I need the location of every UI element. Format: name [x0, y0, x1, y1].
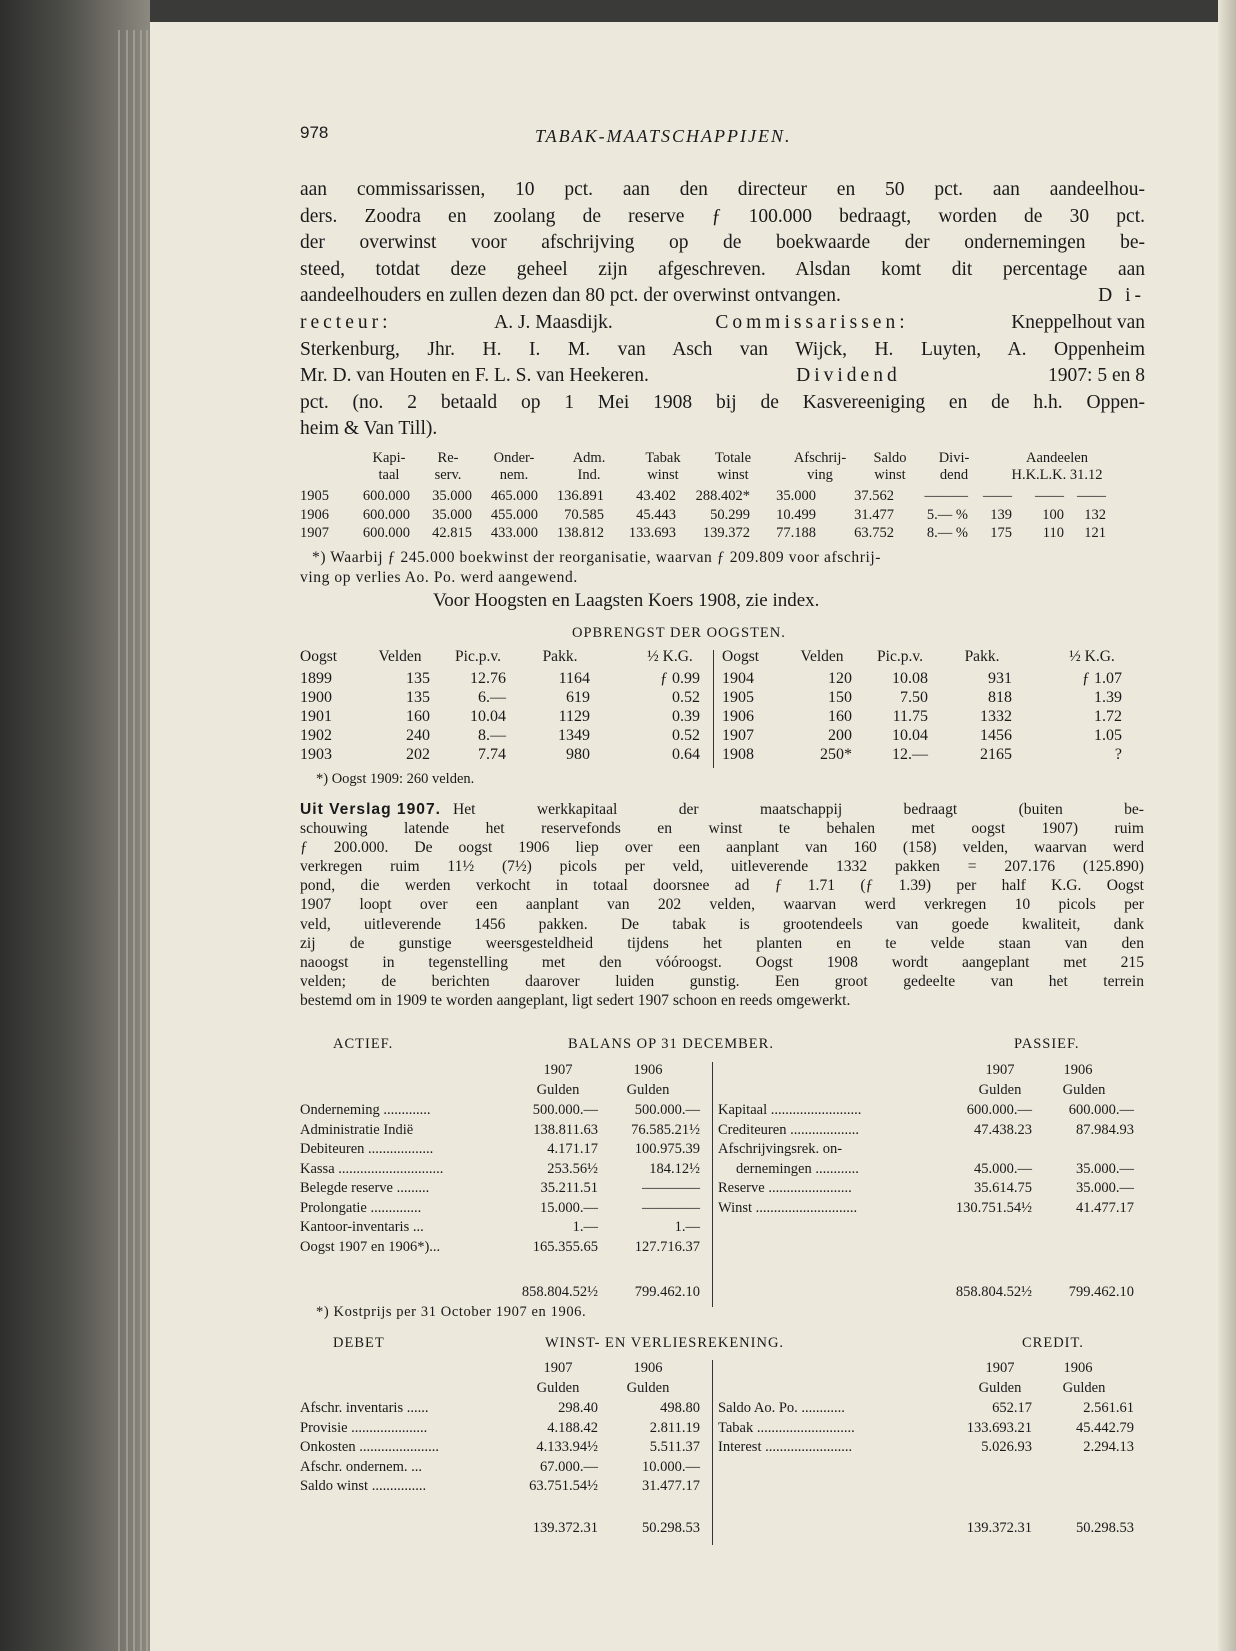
opbrengst-title: OPBRENGST DER OOGSTEN.: [572, 625, 786, 641]
capital-table-cell: 35.000: [432, 488, 472, 504]
balans-actief-label: Prolongatie ..............: [300, 1199, 422, 1216]
winst-debet-label: Saldo winst ...............: [300, 1478, 427, 1494]
capital-table-header: H.K.L.K. 31.12: [1011, 467, 1103, 483]
opbrengst-cell: 818: [988, 689, 1012, 706]
balans-passief-1906: 41.477.17: [1076, 1199, 1134, 1216]
opbrengst-cell: 0.39: [672, 708, 700, 725]
balans-actief-1906: 76.585.21½: [631, 1121, 700, 1138]
opbrengst-header: Velden: [800, 648, 844, 665]
opbrengst-header: Oogst: [300, 648, 338, 665]
intro-line: der overwinst voor afschrijving op de boekwaarde der ondernemingen be-: [300, 232, 1145, 254]
winst-debet-label: Afschr. inventaris ......: [300, 1400, 429, 1416]
opbrengst-cell: ?: [1114, 746, 1122, 763]
winst-debet-title: DEBET: [333, 1335, 385, 1351]
balans-unit-header: Gulden: [536, 1082, 580, 1098]
verslag-line: ƒ 200.000. De oogst 1906 liep over een aanplant van 160 (158) velden, waarvan werd: [300, 839, 1144, 857]
balans-total-1906: 799.462.10: [1068, 1284, 1134, 1300]
balans-unit-header: Gulden: [978, 1082, 1022, 1098]
capital-table-cell: ——: [983, 488, 1012, 504]
opbrengst-cell: 250*: [820, 746, 852, 763]
capital-table-cell: ———: [924, 488, 968, 504]
capital-table-header: taal: [378, 467, 400, 483]
capital-table-cell: 600.000: [362, 506, 410, 523]
capital-table-header: Saldo: [873, 450, 907, 466]
opbrengst-cell: 1.05: [1094, 727, 1122, 744]
capital-footnote: *) Waarbij ƒ 245.000 boekwinst der reorganisatie, waarvan ƒ 209.809 voor afschrij-: [312, 549, 882, 566]
balans-year-header: 1906: [633, 1062, 663, 1078]
intro-text: Kneppelhout van: [1011, 311, 1145, 333]
opbrengst-footnote: *) Oogst 1909: 260 velden.: [316, 771, 475, 787]
verslag-paragraph: [300, 800, 1144, 1010]
opbrengst-cell: 120: [828, 670, 852, 687]
capital-table-cell: 110: [1042, 525, 1064, 541]
capital-table-cell: 70.585: [564, 506, 604, 523]
opbrengst-cell: 1164: [558, 670, 590, 687]
balans-table: [300, 1062, 1150, 1312]
capital-table-cell: 600.000: [362, 488, 410, 504]
intro-line: [300, 283, 1145, 310]
opbrengst-header: Velden: [378, 648, 422, 665]
capital-table-cell: 133.693: [628, 525, 676, 541]
balans-passief-1906: 35.000.—: [1076, 1160, 1134, 1177]
opbrengst-cell: 1332: [980, 708, 1012, 725]
directeur-name: A. J. Maasdijk.: [494, 311, 613, 333]
opbrengst-cell: 12.76: [470, 670, 506, 687]
balans-actief-1906: ————: [642, 1199, 700, 1216]
winst-unit-header: Gulden: [978, 1380, 1022, 1396]
balans-passief-label: Crediteuren ...................: [718, 1121, 859, 1138]
capital-table-cell: ——: [1035, 488, 1064, 504]
intro-line: pct. (no. 2 betaald op 1 Mei 1908 bij de Kasvereeniging en de h.h. Oppen-: [300, 391, 1145, 413]
capital-table-cell: 63.752: [854, 525, 894, 541]
balans-actief-1907: 138.811.63: [533, 1121, 598, 1138]
winst-credit-1906: 45.442.79: [1076, 1419, 1134, 1436]
verslag-line: verkregen ruim 11½ (7½) picols per veld, uitleverende 1332 pakken = 207.176 (125.890): [300, 858, 1144, 876]
opbrengst-cell: 0.52: [672, 727, 700, 744]
capital-table-cell: 288.402*: [695, 488, 750, 504]
directeur-label: D i-: [1098, 285, 1145, 307]
winst-credit-1907: 5.026.93: [981, 1439, 1032, 1455]
balans-unit-header: Gulden: [1062, 1082, 1106, 1098]
capital-table-cell: 35.000: [432, 506, 472, 523]
intro-paragraph: [300, 177, 1145, 443]
capital-table-header: Divi-: [938, 450, 970, 466]
capital-table-cell: 5.— %: [926, 506, 968, 523]
balans-actief-label: Administratie Indië: [300, 1121, 414, 1138]
capital-table-header: Afschrij-: [793, 450, 847, 466]
balans-actief-1907: 500.000.—: [532, 1102, 598, 1118]
capital-table-cell: 136.891: [556, 488, 604, 504]
capital-table-cell: 35.000: [776, 488, 816, 504]
winst-debet-label: Provisie .....................: [300, 1419, 428, 1436]
koers-note: Voor Hoogsten en Laagsten Koers 1908, zie index.: [433, 590, 820, 611]
winst-year-header: 1906: [633, 1360, 663, 1376]
capital-table-cell: 600.000: [362, 525, 410, 541]
opbrengst-year: 1904: [722, 670, 754, 687]
verslag-line: naoogst in tegenstelling met den vóóroogst. Oogst 1908 wordt aangeplant met 215: [300, 953, 1144, 971]
capital-table-cell: 121: [1084, 525, 1106, 541]
directeur-label-cont: recteur:: [300, 311, 392, 333]
balans-actief-1906: 500.000.—: [634, 1102, 700, 1118]
opbrengst-cell: 931: [988, 670, 1012, 687]
capital-table-header: Tabak: [645, 450, 681, 466]
capital-table-cell: 175: [990, 525, 1012, 541]
opbrengst-table: [300, 648, 1150, 773]
balans-title: BALANS OP 31 DECEMBER.: [568, 1036, 774, 1052]
capital-table-header: winst: [717, 467, 749, 483]
winst-debet-1906: 10.000.—: [642, 1458, 700, 1475]
capital-table-header: winst: [647, 467, 679, 483]
opbrengst-year: 1908: [722, 746, 754, 763]
balans-passief-1906: 87.984.93: [1076, 1121, 1134, 1138]
opbrengst-cell: 135: [406, 689, 430, 706]
opbrengst-cell: 160: [828, 708, 852, 725]
capital-table-cell: ——: [1077, 488, 1106, 504]
balans-actief-1906: 1.—: [674, 1219, 700, 1235]
opbrengst-cell: 1129: [558, 708, 590, 725]
intro-line: [300, 310, 1145, 337]
capital-table-header: Totale: [714, 450, 752, 466]
balans-passief-label: Afschrijvingsrek. on-: [718, 1141, 843, 1157]
opbrengst-cell: 135: [406, 670, 430, 687]
winst-debet-label: Onkosten ......................: [300, 1439, 439, 1455]
balans-passief-label: Winst ............................: [718, 1199, 858, 1216]
capital-table-year: 1905: [300, 488, 329, 504]
winst-credit-label: Saldo Ao. Po. ............: [718, 1400, 845, 1416]
balans-actief-label: Onderneming .............: [300, 1102, 431, 1118]
capital-table-header: nem.: [499, 467, 529, 483]
opbrengst-cell: 7.74: [478, 746, 506, 763]
opbrengst-cell: 2165: [980, 746, 1012, 763]
capital-table-cell: 50.299: [710, 506, 750, 523]
intro-text: 1907: 5 en 8: [1048, 365, 1145, 387]
winst-title: WINST- EN VERLIESREKENING.: [545, 1335, 785, 1351]
capital-table-cell: 433.000: [490, 525, 538, 541]
verslag-line: bestemd om in 1909 te worden aangeplant, ligt sedert 1907 schoon en reeds omgewerkt.: [300, 991, 851, 1009]
opbrengst-year: 1899: [300, 670, 332, 687]
balans-actief-title: ACTIEF.: [333, 1036, 394, 1052]
balans-actief-1907: 165.355.65: [532, 1238, 598, 1255]
capital-table-cell: 138.812: [556, 525, 604, 541]
verslag-text: Het werkkapitaal der maatschappij bedraagt (buiten be-: [452, 801, 1144, 818]
opbrengst-cell: 1.39: [1094, 689, 1122, 706]
capital-table-header: ving: [807, 467, 833, 483]
balans-year-header: 1906: [1063, 1062, 1093, 1078]
winst-debet-1907: 298.40: [558, 1400, 598, 1416]
capital-table-header: serv.: [434, 467, 462, 483]
balans-actief-1906: 100.975.39: [634, 1141, 700, 1157]
winst-debet-1906: 5.511.37: [649, 1439, 700, 1455]
opbrengst-cell: 1349: [558, 727, 590, 744]
intro-text: aandeelhouders en zullen dezen dan 80 pct. der overwinst ontvangen.: [300, 285, 841, 307]
winst-debet-1907: 67.000.—: [540, 1458, 598, 1475]
opbrengst-year: 1900: [300, 689, 332, 706]
winst-debet-1907: 63.751.54½: [529, 1478, 598, 1494]
verslag-line: schouwing latende het reservefonds en winst te behalen met oogst 1907) ruim: [300, 820, 1144, 838]
opbrengst-cell: 150: [828, 689, 852, 706]
winst-table: [300, 1360, 1150, 1545]
balans-passief-1907: 600.000.—: [966, 1102, 1032, 1118]
capital-table-header: dend: [939, 467, 969, 483]
winst-year-header: 1907: [543, 1360, 573, 1376]
balans-year-header: 1907: [543, 1062, 573, 1078]
balans-passief-1907: 45.000.—: [974, 1160, 1032, 1177]
verslag-line: veld, uitleverende 1456 pakken. De tabak is grootendeels van goede kwaliteit, dank: [300, 915, 1144, 933]
capital-table-header: Adm.: [572, 450, 606, 466]
opbrengst-header: Pakk.: [542, 648, 578, 665]
opbrengst-header: Oogst: [722, 648, 760, 665]
balans-actief-1907: 4.171.17: [547, 1141, 598, 1157]
winst-unit-header: Gulden: [1062, 1380, 1106, 1396]
winst-unit-header: Gulden: [626, 1380, 670, 1396]
balans-year-header: 1907: [985, 1062, 1015, 1078]
winst-credit-1906: 2.294.13: [1083, 1439, 1134, 1455]
opbrengst-cell: 1.72: [1094, 708, 1122, 725]
balans-actief-1906: 184.12½: [649, 1160, 700, 1177]
capital-table-cell: 45.443: [636, 506, 676, 523]
intro-line: [300, 363, 1145, 390]
verslag-line: 1907 loopt over een aanplant van 202 velden, waarvan werd verkregen 10 picols per: [300, 896, 1144, 914]
balans-unit-header: Gulden: [626, 1082, 670, 1098]
winst-total-1906: 50.298.53: [1076, 1520, 1134, 1536]
balans-actief-label: Debiteuren ..................: [300, 1141, 434, 1157]
capital-table-cell: 42.815: [432, 525, 472, 541]
verslag-line: velden; de berichten daarover luiden gunstig. Een groot gedeelte van het terrein: [300, 972, 1144, 990]
verslag-line: zij de gunstige weersgesteldheid tijdens het planten en te velde staan van den: [300, 934, 1144, 952]
opbrengst-cell: 0.64: [672, 746, 700, 763]
balans-passief-label: dernemingen ............: [736, 1160, 859, 1177]
capital-table-cell: 455.000: [490, 506, 538, 523]
opbrengst-cell: 10.04: [892, 727, 928, 744]
verslag-line: [300, 800, 1144, 819]
balans-actief-label: Belegde reserve .........: [300, 1180, 430, 1196]
balans-actief-1907: 35.211.51: [540, 1180, 598, 1196]
opbrengst-cell: 980: [566, 746, 590, 763]
opbrengst-year: 1905: [722, 689, 754, 706]
capital-table-header: Kapi-: [372, 450, 406, 466]
intro-text: Mr. D. van Houten en F. L. S. van Heekeren.: [300, 365, 649, 387]
balans-passief-1907: 130.751.54½: [955, 1199, 1032, 1216]
opbrengst-header: Pakk.: [964, 648, 1000, 665]
winst-total-1906: 50.298.53: [642, 1520, 700, 1536]
page-title: TABAK-MAATSCHAPPIJEN.: [535, 126, 792, 146]
capital-table-cell: 465.000: [490, 488, 538, 504]
opbrengst-header: ½ K.G.: [1069, 648, 1115, 665]
winst-credit-label: Tabak ...........................: [718, 1419, 855, 1436]
capital-table-header: Ind.: [577, 467, 601, 483]
capital-table-cell: 10.499: [776, 506, 816, 523]
capital-table-cell: 132: [1084, 506, 1106, 523]
opbrengst-year: 1907: [722, 727, 754, 744]
book-binding-edge: [0, 0, 150, 1651]
opbrengst-year: 1901: [300, 708, 332, 725]
capital-table-cell: 43.402: [636, 488, 676, 504]
opbrengst-cell: ƒ 0.99: [660, 670, 700, 687]
balans-actief-1906: ————: [642, 1180, 700, 1196]
balans-actief-1907: 1.—: [572, 1219, 598, 1235]
winst-debet-1906: 31.477.17: [642, 1478, 700, 1494]
winst-credit-1907: 133.693.21: [966, 1419, 1032, 1436]
capital-table-year: 1907: [300, 525, 329, 541]
dividend-label: Dividend: [796, 365, 901, 387]
page-number: 978: [300, 123, 329, 142]
balans-footnote: *) Kostprijs per 31 October 1907 en 1906.: [316, 1304, 587, 1320]
opbrengst-cell: 1456: [980, 727, 1012, 744]
opbrengst-year: 1903: [300, 746, 332, 763]
balans-total-1906: 799.462.10: [634, 1284, 700, 1300]
capital-table-year: 1906: [300, 506, 329, 523]
winst-total-1907: 139.372.31: [532, 1520, 598, 1536]
balans-actief-label: Kantoor-inventaris ...: [300, 1219, 424, 1235]
winst-debet-label: Afschr. ondernem. ...: [300, 1458, 423, 1475]
opbrengst-cell: 160: [406, 708, 430, 725]
capital-table-header: Aandeelen: [1026, 450, 1088, 466]
opbrengst-header: Pic.p.v.: [877, 648, 923, 665]
winst-debet-1906: 2.811.19: [649, 1419, 700, 1436]
opbrengst-cell: 202: [406, 746, 430, 763]
balans-actief-label: Oogst 1907 en 1906*)...: [300, 1238, 441, 1255]
opbrengst-cell: 10.04: [470, 708, 506, 725]
balans-actief-1907: 253.56½: [547, 1160, 598, 1177]
balans-total-1907: 858.804.52½: [521, 1284, 598, 1300]
opbrengst-year: 1902: [300, 727, 332, 744]
winst-unit-header: Gulden: [536, 1380, 580, 1396]
opbrengst-cell: 8.—: [478, 727, 506, 744]
capital-table-cell: 31.477: [854, 506, 894, 523]
opbrengst-year: 1906: [722, 708, 754, 725]
opbrengst-cell: 240: [406, 727, 430, 744]
balans-actief-label: Kassa .............................: [300, 1160, 444, 1177]
capital-table-header: Onder-: [493, 450, 535, 466]
capital-table-cell: 77.188: [776, 525, 816, 541]
balans-passief-1906: 35.000.—: [1076, 1180, 1134, 1196]
opbrengst-cell: ƒ 1.07: [1082, 670, 1122, 687]
opbrengst-header: ½ K.G.: [647, 648, 693, 665]
opbrengst-cell: 11.75: [892, 708, 928, 725]
balans-passief-1906: 600.000.—: [1068, 1102, 1134, 1118]
winst-credit-label: Interest ........................: [718, 1439, 853, 1455]
verslag-label: Uit Verslag 1907.: [300, 801, 441, 818]
opbrengst-cell: 0.52: [672, 689, 700, 706]
capital-table-cell: 100: [1042, 506, 1064, 523]
winst-debet-1907: 4.133.94½: [536, 1439, 598, 1455]
winst-year-header: 1906: [1063, 1360, 1093, 1376]
capital-table-cell: 37.562: [854, 488, 894, 504]
opbrengst-cell: 6.—: [478, 689, 506, 706]
opbrengst-cell: 12.—: [892, 746, 928, 763]
capital-table-header: winst: [874, 467, 906, 483]
balans-passief-1907: 35.614.75: [974, 1180, 1032, 1196]
page-right-edge: [1218, 0, 1236, 1651]
balans-passief-label: Kapitaal .........................: [718, 1102, 862, 1118]
opbrengst-cell: 10.08: [892, 670, 928, 687]
balans-passief-1907: 47.438.23: [974, 1121, 1032, 1138]
opbrengst-header: Pic.p.v.: [455, 648, 501, 665]
capital-table-cell: 8.— %: [926, 525, 968, 541]
intro-line: aan commissarissen, 10 pct. aan den directeur en 50 pct. aan aandeelhou-: [300, 179, 1145, 200]
capital-table-cell: 139.372: [702, 525, 750, 541]
balans-actief-1906: 127.716.37: [634, 1238, 700, 1255]
balans-total-1907: 858.804.52½: [955, 1284, 1032, 1300]
capital-footnote-cont: ving op verlies Ao. Po. werd aangewend.: [300, 569, 578, 586]
opbrengst-cell: 619: [566, 689, 590, 706]
winst-credit-1906: 2.561.61: [1083, 1400, 1134, 1416]
intro-line: heim & Van Till).: [300, 418, 438, 440]
verslag-line: pond, die werden verkocht in totaal doorsnee ad ƒ 1.71 (ƒ 1.39) per half K.G. Oogst: [300, 877, 1144, 895]
balans-actief-1907: 15.000.—: [540, 1199, 598, 1216]
intro-line: Sterkenburg, Jhr. H. I. M. van Asch van Wijck, H. Luyten, A. Oppenheim: [300, 338, 1145, 360]
balans-passief-title: PASSIEF.: [1014, 1036, 1080, 1052]
winst-total-1907: 139.372.31: [966, 1520, 1032, 1536]
opbrengst-cell: 7.50: [900, 689, 928, 706]
opbrengst-cell: 200: [828, 727, 852, 744]
intro-line: steed, totdat deze geheel zijn afgeschreven. Alsdan komt dit percentage aan: [300, 258, 1145, 280]
winst-year-header: 1907: [985, 1360, 1015, 1376]
winst-debet-1907: 4.188.42: [547, 1419, 598, 1436]
commissarissen-label: Commissarissen:: [715, 311, 909, 333]
winst-debet-1906: 498.80: [660, 1400, 700, 1416]
capital-table-header: Re-: [437, 450, 459, 466]
capital-table-cell: 139: [990, 506, 1012, 523]
winst-credit-1907: 652.17: [992, 1400, 1032, 1416]
intro-line: ders. Zoodra en zoolang de reserve ƒ 100.000 bedraagt, worden de 30 pct.: [300, 205, 1145, 227]
balans-passief-label: Reserve .......................: [718, 1180, 852, 1196]
winst-credit-title: CREDIT.: [1022, 1335, 1084, 1351]
